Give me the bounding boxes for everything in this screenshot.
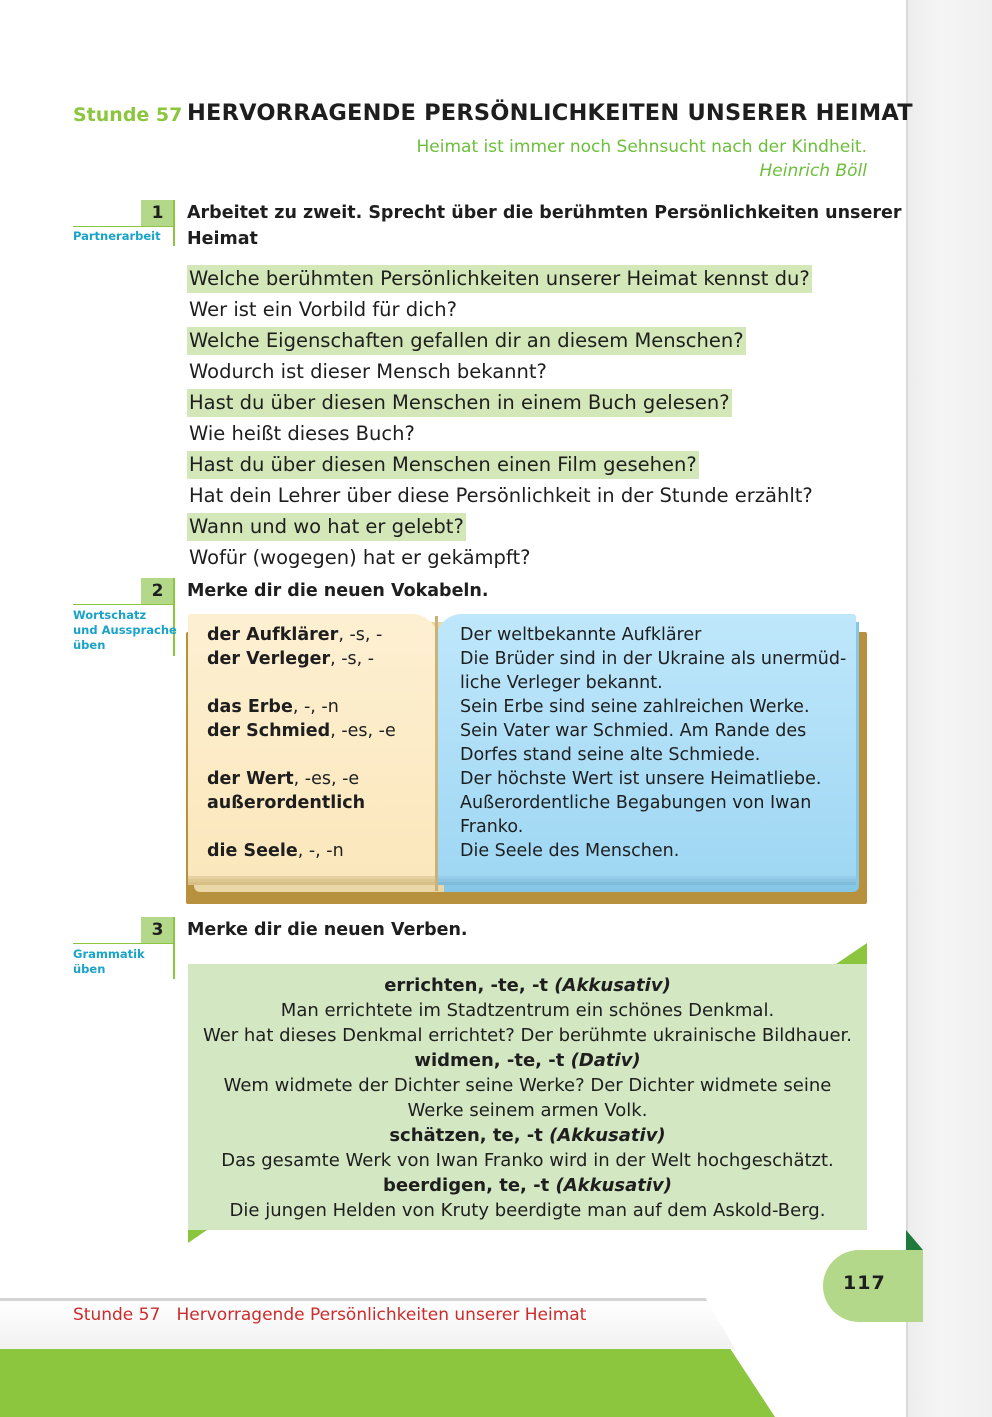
verb-heading — [188, 1173, 867, 1198]
vocab-example: liche Verleger bekannt. — [460, 673, 663, 693]
vocab-word — [207, 623, 382, 647]
verb-heading — [188, 1123, 867, 1148]
question-item: Welche Eigenschaften gefallen dir an diesem Menschen? — [187, 327, 746, 355]
task-marker-line-1 — [173, 200, 175, 246]
vocab-word — [207, 791, 365, 815]
question-item: Wodurch ist dieser Mensch bekannt? — [189, 360, 547, 383]
verb-heading — [188, 973, 867, 998]
verb-example: Man errichtete im Stadtzentrum ein schönes Denkmal. — [280, 1000, 775, 1021]
vocab-example: Die Brüder sind in der Ukraine als unermüd- — [460, 649, 847, 669]
page-number-fold — [906, 1230, 923, 1250]
vocab-forms: , -, -n — [292, 697, 339, 717]
verb-forms: widmen, -te, -t — [414, 1050, 571, 1071]
vocab-example: Der höchste Wert ist unsere Heimatliebe. — [460, 769, 822, 789]
epigraph — [417, 135, 868, 183]
vocab-example: Außerordentliche Begabungen von Iwan — [460, 793, 812, 813]
verb-example: Wer hat dieses Denkmal errichtet? Der berühmte ukrainische Bildhauer. — [202, 1025, 853, 1046]
verb-example: Das gesamte Werk von Iwan Franko wird in der Welt hochgeschätzt. — [221, 1150, 834, 1171]
verb-case: (Dativ) — [570, 1050, 641, 1071]
vocab-example: Sein Erbe sind seine zahlreichen Werke. — [460, 697, 810, 717]
vocab-term: der Verleger — [207, 649, 331, 669]
vocab-example: Dorfes stand seine alte Schmiede. — [460, 745, 761, 765]
footer-lesson-title: Hervorragende Persönlichkeiten unserer Heimat — [176, 1305, 587, 1325]
vocab-example: Franko. — [460, 817, 524, 837]
vocab-word — [207, 647, 374, 671]
vocab-forms: , -es, -e — [330, 721, 396, 741]
book-spine — [435, 616, 438, 891]
vocab-example: Sein Vater war Schmied. Am Rande des — [460, 721, 807, 741]
vocab-term: das Erbe — [207, 697, 293, 717]
box-corner-decoration — [836, 943, 867, 964]
page-number: 117 — [843, 1272, 886, 1294]
box-corner-decoration — [188, 1230, 207, 1243]
verb-example: Wem widmete der Dichter seine Werke? Der Dichter widmete seine — [223, 1075, 832, 1096]
question-item: Welche berühmten Persönlichkeiten unserer Heimat kennst du? — [187, 265, 812, 293]
task-tag-wortschatz — [73, 608, 177, 653]
question-item: Hast du über diesen Menschen in einem Buch gelesen? — [187, 389, 732, 417]
vocab-term: außerordentlich — [207, 793, 366, 813]
verb-heading — [188, 1048, 867, 1073]
task-tag-line: Wortschatz — [73, 608, 147, 622]
task-number-1: 1 — [141, 200, 174, 227]
task-tag-partnerarbeit: Partnerarbeit — [73, 229, 161, 243]
question-item: Wie heißt dieses Buch? — [189, 422, 415, 445]
task-tag-line: üben — [73, 638, 106, 652]
vocabulary-book — [186, 612, 867, 904]
verb-example: Die jungen Helden von Kruty beerdigte man auf dem Askold-Berg. — [229, 1200, 826, 1221]
vocab-word — [207, 719, 396, 743]
vocab-example: Der weltbekannte Aufklärer — [460, 625, 702, 645]
verb-case: (Akkusativ) — [554, 975, 671, 996]
lesson-label: Stunde 57 — [73, 104, 183, 126]
vocab-term: der Schmied — [207, 721, 331, 741]
task-tag-line: Grammatik — [73, 947, 145, 961]
vocab-word — [207, 767, 359, 791]
verb-forms: beerdigen, te, -t — [382, 1175, 556, 1196]
task-tag-line: und Aussprache — [73, 623, 177, 637]
vocab-term: der Aufklärer — [207, 625, 339, 645]
task-marker-line-3 — [173, 917, 175, 979]
lesson-title: HERVORRAGENDE PERSÖNLICHKEITEN UNSERER HEIMAT — [187, 100, 913, 126]
task-number-3: 3 — [141, 917, 174, 944]
verb-example: Werke seinem armen Volk. — [407, 1100, 648, 1121]
footer-running-title — [73, 1305, 586, 1325]
task-instruction-1-line1: Arbeitet zu zweit. Sprecht über die berühmten Persönlichkeiten unserer — [187, 203, 902, 223]
task-marker-rule-2 — [73, 604, 174, 605]
vocab-example: Die Seele des Menschen. — [460, 841, 680, 861]
vocab-word — [207, 695, 339, 719]
vocab-forms: , -, -n — [297, 841, 344, 861]
question-item: Wer ist ein Vorbild für dich? — [189, 298, 457, 321]
vocab-term: der Wert — [207, 769, 294, 789]
verb-forms: schätzen, te, -t — [389, 1125, 550, 1146]
task-marker-rule-1 — [73, 226, 174, 227]
task-tag-line: üben — [73, 962, 106, 976]
vocab-term: die Seele — [207, 841, 298, 861]
question-item: Hast du über diesen Menschen einen Film gesehen? — [187, 451, 699, 479]
task-instruction-2: Merke dir die neuen Vokabeln. — [187, 581, 489, 601]
task-number-2: 2 — [141, 578, 174, 605]
task-instruction-1 — [187, 200, 901, 252]
verb-forms: errichten, -te, -t — [384, 975, 555, 996]
question-item: Wofür (wogegen) hat er gekämpft? — [189, 546, 531, 569]
question-item: Wann und wo hat er gelebt? — [187, 513, 466, 541]
epigraph-author: Heinrich Böll — [759, 161, 867, 181]
vocab-word — [207, 839, 344, 863]
page-edge-line — [906, 0, 908, 1417]
vocab-forms: , -s, - — [330, 649, 375, 669]
question-item: Hat dein Lehrer über diese Persönlichkeit in der Stunde erzählt? — [189, 484, 813, 507]
vocab-forms: , -es, -e — [293, 769, 360, 789]
vocab-forms: , -s, - — [338, 625, 383, 645]
verb-case: (Akkusativ) — [555, 1175, 673, 1196]
task-tag-grammatik — [73, 947, 145, 977]
verb-case: (Akkusativ) — [549, 1125, 666, 1146]
task-instruction-3: Merke dir die neuen Verben. — [187, 920, 468, 940]
epigraph-quote: Heimat ist immer noch Sehnsucht nach der Kindheit. — [416, 137, 867, 157]
footer-band — [0, 1346, 775, 1417]
footer-lesson-label: Stunde 57 — [73, 1305, 161, 1325]
task-instruction-1-line2: Heimat — [187, 229, 258, 249]
page-edge — [906, 0, 992, 1417]
task-marker-rule-3 — [73, 943, 174, 944]
